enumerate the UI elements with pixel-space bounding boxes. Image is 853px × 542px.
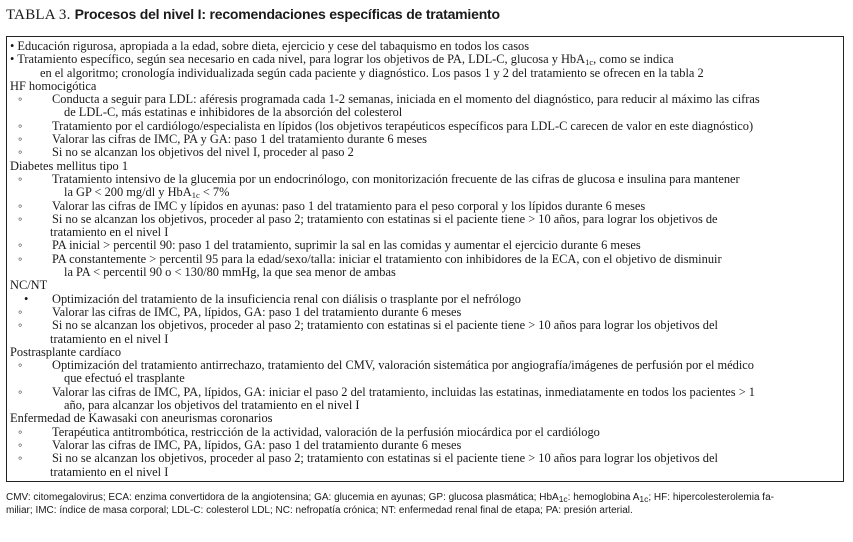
list-item: ◦ Tratamiento por el cardiólogo/especialista en lípidos (los objetivos terapéuticos específicos para LDL-C carecen de valor en este diagnóstico)	[18, 118, 754, 133]
footnote	[6, 492, 848, 518]
section-heading: HF homocigótica	[10, 78, 97, 93]
general-item: • Educación rigurosa, apropiada a la edad, sobre dieta, ejercicio y cese del tabaquismo en todos los casos	[10, 39, 530, 53]
list-item: ◦ Si no se alcanzan los objetivos, proceder al paso 2; tratamiento con estatinas si el paciente tiene > 10 años para lograr los objetivos del	[18, 451, 718, 466]
list-item: ◦ Si no se alcanzan los objetivos del nivel I, proceder al paso 2	[18, 145, 354, 160]
list-item: ◦ Valorar las cifras de IMC, PA, lípidos, GA: iniciar el paso 2 del tratamiento, incluidas las estatinas, inmediatamente en todos los pacientes > 1	[18, 384, 755, 399]
list-item-cont: la PA < percentil 90 o < 130/80 mmHg, la que sea menor de ambas	[64, 265, 396, 280]
list-item: ◦ Conducta a seguir para LDL: aféresis programada cada 1-2 semanas, iniciada en el momento del diagnóstico, para reducir al máximo las cifras	[18, 92, 760, 107]
list-item-cont: que efectuó el trasplante	[64, 371, 185, 386]
section-heading: NC/NT	[10, 278, 48, 293]
general-item: • Tratamiento específico, según sea necesario en cada nivel, para lograr los objetivos de PA, LDL-C, glucosa y HbA$_{1c}$, como se indica	[10, 52, 674, 68]
footnote-line: miliar; IMC: índice de masa corporal; LDL-C: colesterol LDL; NC: nefropatía crónica; NT: enfermedad renal final de etapa; PA: presión arterial.	[6, 505, 633, 517]
table-heading: Procesos del nivel I: recomendaciones específicas de tratamiento	[74, 6, 500, 22]
list-item-cont: la GP < 200 mg/dl y HbA$_{1c}$ < 7%	[64, 185, 230, 201]
list-item-cont: de LDL-C, más estatinas e inhibidores de la absorción del colesterol	[64, 105, 403, 120]
list-item: • Optimización del tratamiento de la insuficiencia renal con diálisis o trasplante por el nefrólogo	[24, 291, 521, 306]
list-item: ◦ Optimización del tratamiento antirrechazo, tratamiento del CMV, valoración sistemática por angiografía/imágenes de perfusión por el médico	[18, 358, 755, 373]
table-title	[6, 6, 500, 24]
list-item-cont: año, para alcanzar los objetivos del tratamiento en el nivel I	[64, 398, 360, 413]
list-item: ◦ Valorar las cifras de IMC, PA y GA: paso 1 del tratamiento durante 6 meses	[18, 132, 427, 147]
table-body	[10, 40, 840, 479]
list-item-cont: tratamiento en el nivel I	[50, 225, 169, 240]
list-item: ◦ PA inicial > percentil 90: paso 1 del tratamiento, suprimir la sal en las comidas y aumentar el ejercicio durante 6 meses	[18, 238, 641, 253]
list-item: ◦ Si no se alcanzan los objetivos, proceder al paso 2; tratamiento con estatinas si el paciente tiene > 10 años, para lograr los objetivos de	[18, 211, 718, 226]
list-item: ◦ Valorar las cifras de IMC, PA, lípidos, GA: paso 1 del tratamiento durante 6 meses	[18, 437, 462, 452]
section-heading: Diabetes mellitus tipo 1	[10, 158, 129, 173]
list-item: ◦ Si no se alcanzan los objetivos, proceder al paso 2; tratamiento con estatinas si el paciente tiene > 10 años para lograr los objetivos del	[18, 318, 718, 333]
list-item-cont: tratamiento en el nivel I	[50, 331, 169, 346]
table-label: TABLA 3.	[6, 7, 71, 23]
list-item: ◦ Valorar las cifras de IMC y lípidos en ayunas: paso 1 del tratamiento para el peso corporal y los lípidos durante 6 meses	[18, 198, 646, 213]
list-item: ◦ Tratamiento intensivo de la glucemia por un endocrinólogo, con monitorización frecuente de las cifras de glucosa e insulina para mantener	[18, 171, 740, 186]
section-heading: Postrasplante cardíaco	[10, 344, 122, 359]
list-item: ◦ Terapéutica antitrombótica, restricción de la actividad, valoración de la perfusión miocárdica por el cardiólogo	[18, 424, 600, 439]
general-item-cont: en el algoritmo; cronología individualizada según cada paciente y diagnóstico. Los pasos 1 y 2 del tratamiento se ofrecen en la tabla 2	[40, 65, 704, 80]
list-item: ◦ Valorar las cifras de IMC, PA, lípidos, GA: paso 1 del tratamiento durante 6 meses	[18, 304, 462, 319]
list-item: ◦ PA constantemente > percentil 95 para la edad/sexo/talla: iniciar el tratamiento con inhibidores de la ECA, con el objetivo de disminuir	[18, 251, 722, 266]
section-heading: Enfermedad de Kawasaki con aneurismas coronarios	[10, 411, 273, 426]
footnote-line: CMV: citomegalovirus; ECA: enzima convertidora de la angiotensina; GA: glucemia en ayunas; GP: glucosa plasmática; HbA$_{1c}$: hemoglobina $A_{1c}$; HF: hipercolesterolemia fa-	[6, 492, 774, 504]
list-item-cont: tratamiento en el nivel I	[50, 464, 169, 479]
